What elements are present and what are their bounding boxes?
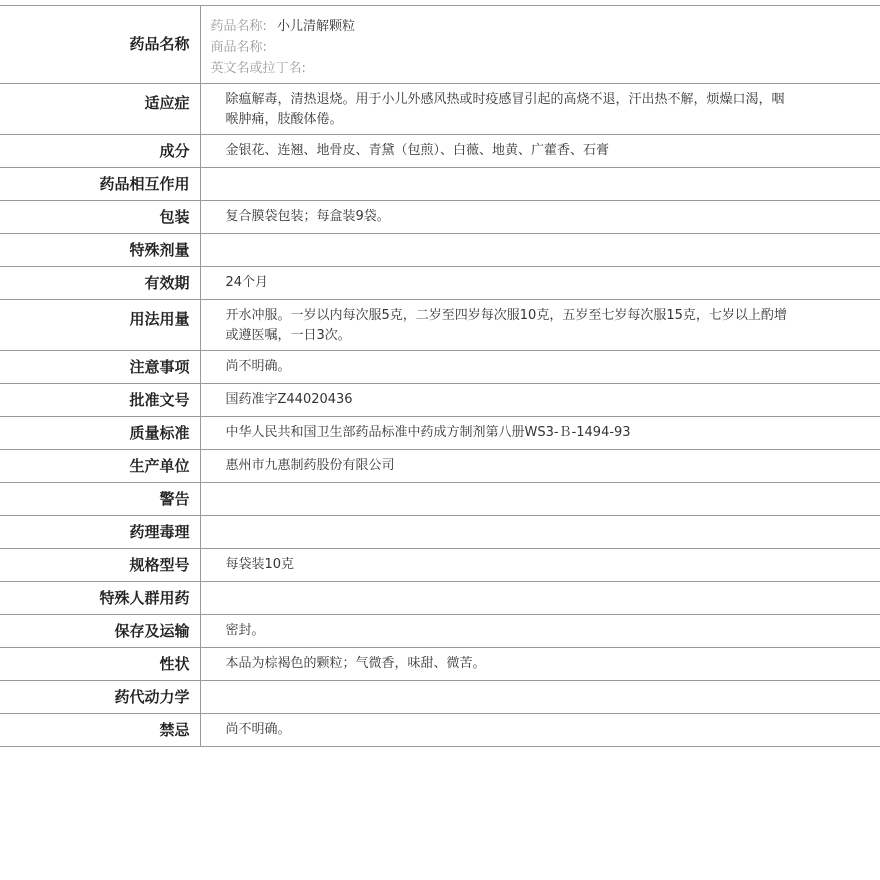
row-label: 性状 xyxy=(0,648,200,681)
row-value: 中华人民共和国卫生部药品标准中药成方制剂第八册WS3-Ｂ-1494-93 xyxy=(200,417,880,450)
row-value: 开水冲服。一岁以内每次服5克，二岁至四岁每次服10克，五岁至七岁每次服15克，七岁以上酌增或遵医嘱，一日3次。 xyxy=(200,300,880,351)
row-drug-name xyxy=(0,6,880,84)
row-ingredients xyxy=(0,135,880,168)
row-value: 除瘟解毒，清热退烧。用于小儿外感风热或时疫感冒引起的高烧不退，汗出热不解，烦燥口渴，咽喉肿痛，肢酸体倦。 xyxy=(200,84,880,135)
row-pharmacology-toxicology xyxy=(0,516,880,549)
row-value: 密封。 xyxy=(200,615,880,648)
row-label: 用法用量 xyxy=(0,300,200,351)
row-shelf-life xyxy=(0,267,880,300)
drug-info-sheet xyxy=(0,5,880,747)
row-value xyxy=(200,681,880,714)
row-indications xyxy=(0,84,880,135)
generic-name-line xyxy=(211,16,791,37)
english-name-label: 英文名或拉丁名: xyxy=(210,61,306,76)
row-label: 特殊剂量 xyxy=(0,234,200,267)
row-value: 惠州市九惠制药股份有限公司 xyxy=(200,450,880,483)
row-label: 规格型号 xyxy=(0,549,200,582)
row-label: 药代动力学 xyxy=(0,681,200,714)
row-storage-transport xyxy=(0,615,880,648)
row-packaging xyxy=(0,201,880,234)
row-value xyxy=(200,234,880,267)
row-value: 国药准字Z44020436 xyxy=(200,384,880,417)
row-label: 注意事项 xyxy=(0,351,200,384)
row-manufacturer xyxy=(0,450,880,483)
row-warning xyxy=(0,483,880,516)
drug-info-table xyxy=(0,5,880,747)
row-label: 药品名称 xyxy=(0,6,200,84)
row-value: 复合膜袋包装；每盒装9袋。 xyxy=(200,201,880,234)
row-value xyxy=(200,582,880,615)
generic-name-value: 小儿清解颗粒 xyxy=(277,19,356,34)
row-value: 金银花、连翘、地骨皮、青黛（包煎）、白薇、地黄、广藿香、石膏 xyxy=(200,135,880,168)
row-quality-standard xyxy=(0,417,880,450)
row-value xyxy=(200,516,880,549)
row-label: 有效期 xyxy=(0,267,200,300)
row-value xyxy=(200,483,880,516)
row-special-populations xyxy=(0,582,880,615)
row-description xyxy=(0,648,880,681)
row-label: 药品相互作用 xyxy=(0,168,200,201)
row-label: 质量标准 xyxy=(0,417,200,450)
row-label: 禁忌 xyxy=(0,714,200,747)
row-specification xyxy=(0,549,880,582)
row-value xyxy=(200,168,880,201)
row-value: 本品为棕褐色的颗粒；气微香，味甜、微苦。 xyxy=(200,648,880,681)
english-name-line xyxy=(211,58,791,79)
row-drug-interactions xyxy=(0,168,880,201)
row-contraindications xyxy=(0,714,880,747)
row-label: 警告 xyxy=(0,483,200,516)
row-value: 每袋装10克 xyxy=(200,549,880,582)
generic-name-label: 药品名称: xyxy=(210,19,267,34)
trade-name-line xyxy=(211,37,791,58)
row-value: 尚不明确。 xyxy=(200,351,880,384)
row-label: 批准文号 xyxy=(0,384,200,417)
row-pharmacokinetics xyxy=(0,681,880,714)
row-value xyxy=(200,6,880,84)
row-value: 24个月 xyxy=(200,267,880,300)
trade-name-label: 商品名称: xyxy=(210,40,267,55)
row-label: 生产单位 xyxy=(0,450,200,483)
row-label: 包装 xyxy=(0,201,200,234)
row-label: 成分 xyxy=(0,135,200,168)
row-special-dosage xyxy=(0,234,880,267)
row-precautions xyxy=(0,351,880,384)
row-usage-dosage xyxy=(0,300,880,351)
row-approval-number xyxy=(0,384,880,417)
row-value: 尚不明确。 xyxy=(200,714,880,747)
row-label: 适应症 xyxy=(0,84,200,135)
row-label: 特殊人群用药 xyxy=(0,582,200,615)
row-label: 药理毒理 xyxy=(0,516,200,549)
row-label: 保存及运输 xyxy=(0,615,200,648)
